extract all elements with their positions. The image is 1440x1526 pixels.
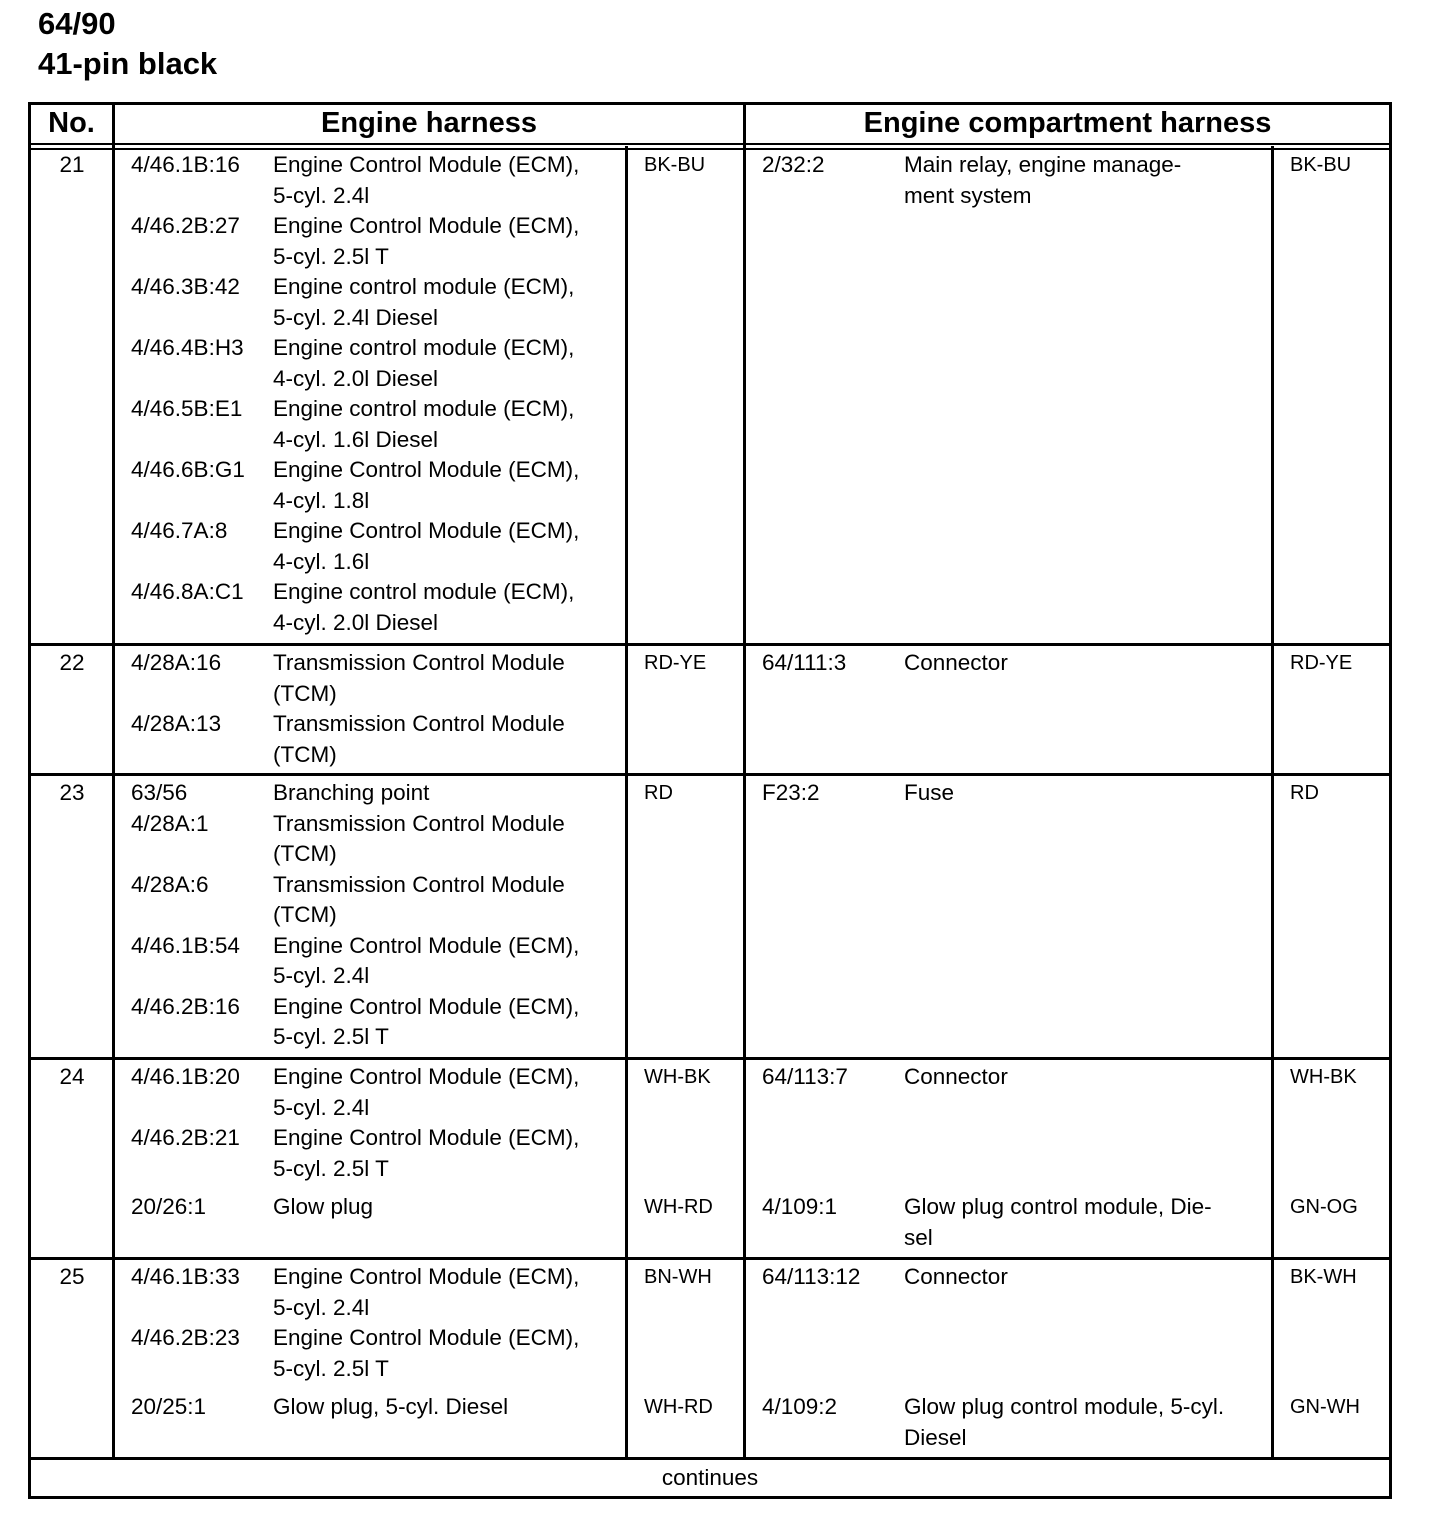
- compartment-component-desc: Glow plug control module, 5-cyl. Diesel: [904, 1394, 1225, 1450]
- wire-color-engine: RD: [644, 782, 673, 804]
- row-number: 21: [59, 152, 85, 177]
- engine-component-desc: Engine Control Module (ECM), 5-cyl. 2.5l T: [273, 1125, 580, 1181]
- engine-terminal-ref: 4/46.2B:23: [131, 1325, 240, 1350]
- engine-terminal-ref: 4/28A:13: [131, 711, 222, 736]
- wire-color-compartment: RD: [1290, 782, 1319, 804]
- engine-component-desc: Glow plug: [273, 1194, 374, 1219]
- engine-terminal-ref: 4/46.2B:16: [131, 993, 240, 1019]
- compartment-component-desc: Main relay, engine manage- ment system: [904, 152, 1182, 208]
- wire-color-compartment: BK-BU: [1290, 154, 1352, 176]
- engine-component-desc: Engine Control Module (ECM), 5-cyl. 2.5l T: [273, 213, 580, 269]
- wire-color-engine: WH-BK: [644, 1066, 711, 1088]
- engine-terminal-ref: 4/46.6B:G1: [131, 457, 245, 482]
- compartment-terminal-ref: 4/109:1: [762, 1194, 838, 1219]
- engine-terminal-ref: 4/46.2B:27: [131, 213, 240, 238]
- row-number: 24: [59, 1064, 85, 1089]
- column-divider: [625, 146, 628, 1459]
- wire-color-engine: BN-WH: [644, 1266, 712, 1288]
- compartment-component-desc: Connector: [904, 650, 1008, 675]
- compartment-terminal-ref: 64/111:3: [762, 650, 847, 675]
- row-divider: [28, 773, 1392, 776]
- engine-terminal-ref: 4/46.4B:H3: [131, 335, 244, 360]
- wire-color-compartment: WH-BK: [1290, 1066, 1357, 1088]
- row-number: 23: [59, 780, 85, 805]
- engine-terminal-ref: 4/46.1B:16: [131, 152, 240, 177]
- engine-terminal-ref: 4/46.2B:21: [131, 1125, 240, 1150]
- wire-color-compartment: RD-YE: [1290, 652, 1353, 674]
- row-divider: [28, 1257, 1392, 1260]
- engine-component-desc: Engine Control Module (ECM), 5-cyl. 2.4l: [273, 1264, 580, 1320]
- header-no: No.: [48, 107, 95, 139]
- engine-component-desc: Transmission Control Module (TCM): [273, 711, 565, 767]
- engine-component-desc: Engine Control Module (ECM), 4-cyl. 1.6l: [273, 518, 580, 574]
- engine-terminal-ref: 4/46.3B:42: [131, 274, 240, 299]
- wire-color-engine: RD-YE: [644, 652, 707, 674]
- engine-component-desc: Engine Control Module (ECM), 5-cyl. 2.4l: [273, 932, 580, 988]
- continues-note: continues: [661, 1465, 759, 1490]
- compartment-terminal-ref: 4/109:2: [762, 1394, 838, 1419]
- engine-terminal-ref: 4/46.8A:C1: [131, 579, 244, 604]
- wire-color-compartment: GN-WH: [1290, 1396, 1360, 1418]
- compartment-terminal-ref: 64/113:7: [762, 1064, 848, 1089]
- engine-terminal-ref: 4/28A:16: [131, 650, 222, 675]
- engine-terminal-ref: 4/28A:6: [131, 871, 209, 897]
- engine-terminal-ref: 4/46.1B:20: [131, 1064, 240, 1089]
- compartment-terminal-ref: 2/32:2: [762, 152, 825, 177]
- compartment-terminal-ref: 64/113:12: [762, 1264, 861, 1289]
- wire-color-engine: BK-BU: [644, 154, 706, 176]
- compartment-component-desc: Connector: [904, 1064, 1008, 1089]
- engine-component-desc: Engine control module (ECM), 4-cyl. 1.6l Diesel: [273, 396, 575, 452]
- column-divider: [1271, 146, 1274, 1459]
- engine-component-desc: Engine Control Module (ECM), 5-cyl. 2.4l: [273, 152, 580, 208]
- engine-component-desc: Transmission Control Module (TCM): [273, 810, 565, 866]
- engine-terminal-ref: 63/56: [131, 780, 188, 805]
- engine-terminal-ref: 4/46.5B:E1: [131, 396, 243, 421]
- engine-terminal-ref: 4/28A:1: [131, 810, 209, 836]
- header-engine-harness: Engine harness: [321, 107, 537, 139]
- wire-color-compartment: GN-OG: [1290, 1196, 1358, 1218]
- connector-description: 41-pin black: [38, 46, 218, 81]
- row-divider: [28, 643, 1392, 646]
- engine-component-desc: Glow plug, 5-cyl. Diesel: [273, 1394, 509, 1419]
- engine-terminal-ref: 4/46.1B:54: [131, 932, 240, 958]
- row-divider: [28, 1057, 1392, 1060]
- row-divider: [28, 1457, 1392, 1460]
- engine-component-desc: Engine control module (ECM), 5-cyl. 2.4l Diesel: [273, 274, 575, 330]
- compartment-component-desc: Fuse: [904, 780, 955, 805]
- engine-terminal-ref: 20/25:1: [131, 1394, 207, 1419]
- row-number: 25: [59, 1264, 85, 1289]
- engine-component-desc: Engine Control Module (ECM), 5-cyl. 2.5l T: [273, 1325, 580, 1381]
- engine-component-desc: Engine Control Module (ECM), 5-cyl. 2.4l: [273, 1064, 580, 1120]
- engine-terminal-ref: 4/46.7A:8: [131, 518, 228, 543]
- compartment-component-desc: Connector: [904, 1264, 1008, 1289]
- engine-terminal-ref: 20/26:1: [131, 1194, 207, 1219]
- wire-color-engine: WH-RD: [644, 1396, 713, 1418]
- column-divider: [743, 102, 746, 1459]
- compartment-component-desc: Glow plug control module, Die- sel: [904, 1194, 1212, 1250]
- engine-component-desc: Engine Control Module (ECM), 4-cyl. 1.8l: [273, 457, 580, 513]
- connector-id: 64/90: [38, 6, 116, 41]
- wire-color-engine: WH-RD: [644, 1196, 713, 1218]
- engine-component-desc: Branching point: [273, 780, 430, 805]
- engine-component-desc: Transmission Control Module (TCM): [273, 650, 565, 706]
- engine-component-desc: Transmission Control Module (TCM): [273, 871, 565, 927]
- wire-color-compartment: BK-WH: [1290, 1266, 1357, 1288]
- engine-component-desc: Engine control module (ECM), 4-cyl. 2.0l Diesel: [273, 335, 575, 391]
- engine-component-desc: Engine control module (ECM), 4-cyl. 2.0l Diesel: [273, 579, 575, 635]
- engine-terminal-ref: 4/46.1B:33: [131, 1264, 240, 1289]
- row-number: 22: [59, 650, 85, 675]
- compartment-terminal-ref: F23:2: [762, 780, 820, 805]
- header-engine-compartment-harness: Engine compartment harness: [863, 107, 1272, 139]
- engine-component-desc: Engine Control Module (ECM), 5-cyl. 2.5l T: [273, 993, 580, 1049]
